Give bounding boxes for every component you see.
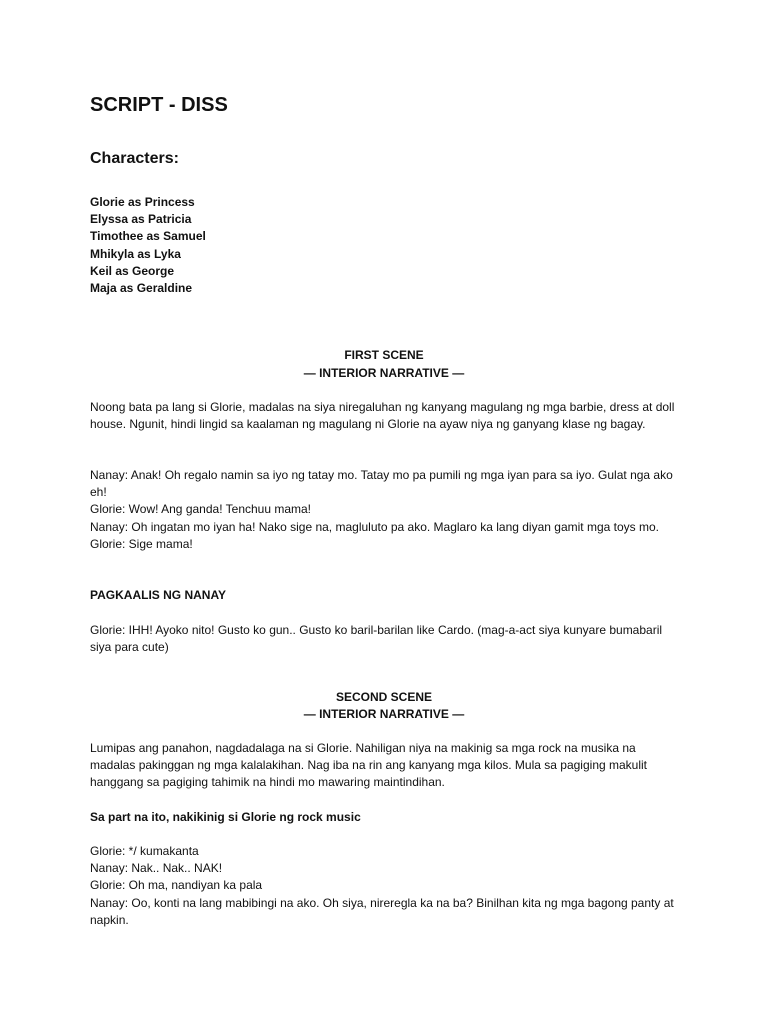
cast-item: Glorie as Princess — [90, 195, 195, 209]
dialogue-line: Glorie: Oh ma, nandiyan ka pala — [90, 878, 263, 893]
cast-item: Keil as George — [90, 263, 175, 278]
document-title: SCRIPT - DISS — [90, 94, 228, 116]
scene1-narrative: Noong bata pa lang si Glorie, madalas na siya niregaluhan ng kanyang magulang ng mga barbie, dress at doll house. Ngunit, hindi lingid sa kaalaman ng magulang ni Glorie na ayaw niya ng ganyang klase ng bagay. — [90, 400, 675, 432]
cast-item: Elyssa as Patricia — [90, 212, 192, 227]
cast-item: Timothee as Samuel — [90, 229, 206, 244]
dialogue-line: Glorie: */ kumakanta — [90, 844, 199, 858]
scene2-dialogue — [90, 843, 682, 929]
scene1-heading: FIRST SCENE — [344, 348, 424, 362]
scene1-stage-direction: PAGKAALIS NG NANAY — [90, 588, 227, 602]
cast-list — [90, 194, 206, 297]
dialogue-line: Nanay: Nak.. Nak.. NAK! — [90, 861, 223, 876]
dialogue-line: Nanay: Oo, konti na lang mabibingi na ako. Oh siya, nireregla ka na ba? Binilhan kita ng mga bagong panty at napkin. — [90, 895, 674, 927]
scene2-narrative: Lumipas ang panahon, nagdadalaga na si Glorie. Nahiligan niya na makinig sa mga rock na musika na madalas pakinggan ng mga kalalakihan. Nag iba na rin ang kanyang mga kilos. Mula sa pagiging makulit hanggang sa pagiging tahimik na hindi mo mawaring maintindihan. — [90, 741, 648, 790]
dialogue-line: Nanay: Oh ingatan mo iyan ha! Nako sige na, magluluto pa ako. Maglaro ka lang diyan gamit mga toys mo. — [90, 519, 659, 534]
cast-item: Maja as Geraldine — [90, 281, 193, 296]
dialogue-line: Nanay: Anak! Oh regalo namin sa iyo ng tatay mo. Tatay mo pa pumili ng mga iyan para sa iyo. Gulat nga ako eh! — [90, 468, 673, 500]
scene2-subheading: — INTERIOR NARRATIVE — — [303, 707, 465, 721]
dialogue-line: Glorie: Wow! Ang ganda! Tenchuu mama! — [90, 502, 312, 517]
cast-item: Mhikyla as Lyka — [90, 246, 181, 261]
scene2-stage-direction: Sa part na ito, nakikinig si Glorie ng rock music — [90, 810, 361, 824]
characters-heading: Characters: — [90, 150, 179, 167]
dialogue-line: Glorie: Sige mama! — [90, 536, 193, 551]
scene2-heading: SECOND SCENE — [335, 690, 433, 704]
scene1-subheading: — INTERIOR NARRATIVE — — [303, 366, 465, 380]
scene1-dialogue — [90, 467, 682, 553]
scene1-after-direction: Glorie: IHH! Ayoko nito! Gusto ko gun.. Gusto ko baril-barilan like Cardo. (mag-a-act siya kunyare bumabaril siya para cute) — [90, 623, 663, 655]
